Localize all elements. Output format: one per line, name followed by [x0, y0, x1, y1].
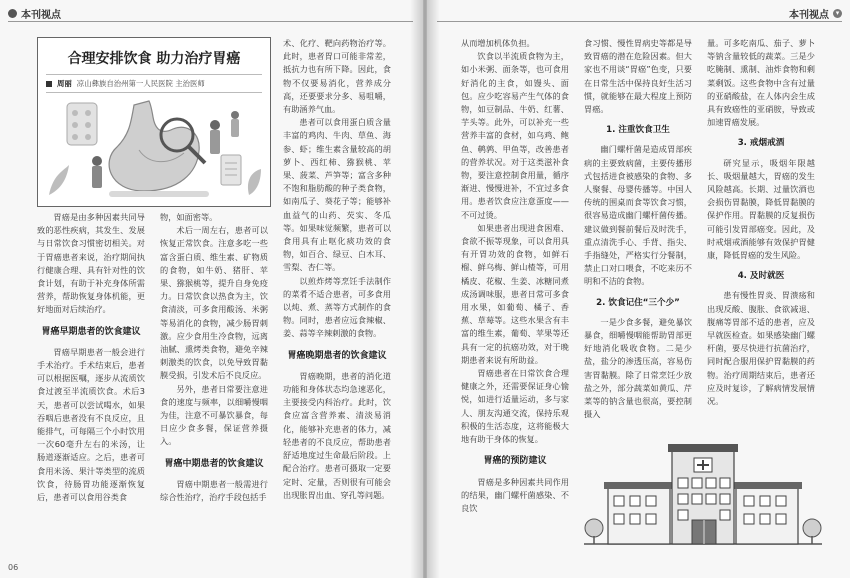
right-page-header [789, 6, 842, 21]
heading-prevention: 胃癌的预防建议 [483, 456, 547, 467]
prevention-paragraph: 胃癌是多种因素共同作用的结果，幽门螺杆菌感染、不良饮 [461, 476, 569, 513]
continued-paragraph: 物，如面密等。 [160, 212, 218, 222]
left-column-1 [37, 211, 145, 504]
header-rule [8, 21, 413, 22]
heading-three-less: 2. 饮食记住“三个少” [596, 297, 680, 308]
early-stage-paragraph: 胃癌早期患者一般会进行手术治疗。手术结束后，患者可以根据医嘱，逐步从流质饮食过渡至半流质饮食。术后3天，患者可以尝试喝水，如果吞咽后患者没有不良反应，且能排气，可每隔三个小时饮用一次60毫升左右的米汤，让肠道逐渐适应。之后，患者可食用米汤、果汁等类型的流质饮食，待肠胃功能逐渐恢复后，患者可以食用谷类食 [37, 346, 145, 503]
continued-paragraph-right: 从而增加机体负担。 [461, 38, 535, 48]
eating-speed-paragraph: 另外，患者日常要注意进食的速度与频率，以细嚼慢咽为佳，注意不可暴饮暴食，每日应少食多餐，保证营养摄入。 [160, 383, 268, 447]
right-column-2 [584, 37, 692, 421]
hospital-illustration [584, 440, 822, 548]
semi-liquid-paragraph: 饮食以半流质食物为主，如小米粥、面条等，也可食用好消化的主食，如馒头、面包。应少吃容易产生气体的食物，如豆制品、牛奶、红薯、芋头等。此外，可以补充一些营养丰富的食材，如乌鸡、鲍鱼、鹌鹑、甲鱼等，改善患者的营养状况。对于这类滋补食物，要注意控制食用量，循序渐进、慢慢进补，不宜过多食用。患者饮食应注意蛋度——不可过烫。 [461, 51, 569, 220]
left-page-header [8, 6, 61, 21]
protein-foods-paragraph: 患者可以食用蛋白质含量丰富的鸡肉、牛肉、草鱼、海参、虾；维生素含量较高的胡萝卜、西红柿、猕猴桃、苹果、菠菜、芦笋等；富含多种不饱和脂肪酸的种子类食物，如南瓜子、葵花子等；能够补血益气的山药、芡实、冬瓜等。如果味觉频繁，患者可以食用具有止呕化痰功效的食物，如百合、绿豆、白木耳、雪梨、杏仁等。 [283, 117, 391, 273]
right-page [427, 0, 850, 578]
heading-mid-stage: 胃癌中期患者的饮食建议 [164, 458, 264, 469]
treatment-paragraph: 术、化疗、靶向药物治疗等。此时，患者胃口可能非常差，抵抗力也有所下降。因此，食物不仅要易消化，营养成分高，还要要求分多、易咀嚼，有助涵养气血。 [283, 38, 391, 115]
heading-late-stage: 胃癌晚期患者的饮食建议 [287, 350, 387, 361]
heading-hygiene: 1. 注重饮食卫生 [606, 125, 670, 136]
intro-paragraph: 胃癌是由多种因素共同导致的恶性疾病，其发生、发展与日常饮食习惯密切相关。对于胃癌患者来说，治疗期间执行健康合理、具有针对性的饮食计划，有助于补充身体所需营养，帮助恢复身体机能，更好地面对后续治疗。 [37, 212, 145, 315]
left-column-2 [160, 211, 268, 504]
right-column-3 [707, 37, 815, 408]
low-sodium-paragraph: 量。可多吃南瓜、茄子、萝卜等钠含量较低的蔬菜。三是少吃腌制、熏制、油炸食物和剩菜剩饭。这些食物中含有过量的亚硝酸盐，在人体内会生成具有致癌性的亚硝胺，导致或加速胃癌发展。 [707, 38, 815, 128]
three-less-paragraph: 一是少食多餐，避免暴饮暴食，细嚼慢咽能帮助胃部更好地消化吸收食物。二是少盐，盐分的渗透压高，容易伤害胃黏膜。除了日常烹饪少放盐之外，部分蔬菜如黄瓜、芹菜等的钠含量也很高，要控制摄入 [584, 316, 692, 420]
author-name: 周丽 [57, 79, 72, 88]
left-page [0, 0, 423, 578]
stomach-illustration [39, 95, 269, 205]
article-title-box [37, 37, 271, 207]
author-affiliation: 凉山彝族自治州第一人民医院 主治医师 [76, 79, 205, 88]
section-label: 本刊视点 [21, 10, 61, 21]
heading-quit-smoking: 3. 戒烟戒酒 [737, 138, 785, 149]
page-number: 06 [8, 563, 19, 572]
appetite-paragraph: 如果患者出现进食困难、食欲不振等现象，可以食用具有开胃功效的食物，如鲜石榴、鲜乌梅、鲜山楂等，可用橘皮、花椒、生姜、冰糖同煮成汤调味服，患者日常可多食用水果，如葡萄、橘子、香蕉、草莓等。这些水果含有丰富的维生素，葡萄、苹果等还具有一定的抗癌功效，对于晚期患者来说有所助益。 [461, 222, 569, 365]
cooking-method-paragraph: 以煎炸烤等烹饪手法制作的菜肴不适合患者，可多食用以炖、煮、蒸等方式制作的食物。同时，患者应远食辣椒、姜、蒜等辛辣刺激的食物。 [283, 275, 391, 339]
post-surgery-paragraph: 术后一周左右，患者可以恢复正常饮食。注意多吃一些富含蛋白质、维生素、矿物质的食物，如牛奶、猪肝、苹果、猕猴桃等，提升自身免疫力。日常饮食以热食为主，饮食清淡，可多食用酸汤、米粥等易消化的食物，减少肠胃刺激。应少食用生冷食物，远离油腻、熏烤类食物，避免辛辣刺激类的饮食，以免导致胃黏膜受损，引发术后不良反应。 [160, 225, 268, 381]
author-line [46, 74, 262, 93]
mood-paragraph: 胃癌患者在日常饮食合理健康之外，还需要保证身心愉悦，如进行适量运动，多与家人、朋友沟通交流，保持乐观积极的生活态度，这将能极大地有助于身体的恢复。 [461, 368, 569, 445]
left-column-3 [283, 37, 391, 502]
late-stage-paragraph: 胃癌晚期，患者的消化道功能和身体状态均急速恶化，主要接受内科治疗。此时，饮食应富含营养素、清淡易消化，能够补充患者的体力，减轻患者的不良反应，帮助患者舒适地度过生命最后阶段。上配合治疗。患者可摄取一定要定时、定量，否则很有可能会出现胀胃出血、穿孔等问题。 [283, 370, 391, 500]
chevron-down-icon: ▾ [833, 9, 842, 18]
section-label-right: 本刊视点 [789, 10, 829, 21]
right-column-1 [461, 37, 569, 515]
mid-stage-paragraph: 胃癌中期患者一般需进行综合性治疗，治疗手段包括手 [160, 478, 268, 503]
quit-smoking-paragraph: 研究显示，吸烟年限越长、吸烟量越大，胃癌的发生风险越高。长期、过量饮酒也会损伤胃黏膜，降低胃黏膜的保护作用。胃黏膜的反复损伤可能引发胃部癌变。因此，及时戒烟戒酒能够有效保护胃健康，降低胃癌的发生风险。 [707, 157, 815, 261]
header-rule-right [437, 21, 842, 22]
bullet-icon [8, 9, 17, 18]
risk-factors-paragraph: 食习惯、慢性胃病史等都是导致胃癌的潜在危险因素。但大家也不用谈“胃癌”色变，只要在日常生活中保持良好生活习惯，就能够在最大程度上预防胃癌。 [584, 38, 692, 115]
heading-early-stage: 胃癌早期患者的饮食建议 [41, 326, 141, 337]
article-title: 合理安排饮食 助力治疗胃癌 [67, 51, 241, 67]
heading-see-doctor: 4. 及时就医 [737, 271, 785, 282]
see-doctor-paragraph: 患有慢性胃炎、胃溃疡和出现反酸、腹胀、食欲减退、腹痛等胃部不适的患者，应及早就医检查。如果感染幽门螺杆菌，要尽快进行抗菌治疗，同时配合服用保护胃黏膜的药物。治疗周期结束后，患者还应及时复诊，了解病情发展情况。 [707, 290, 815, 407]
square-bullet-icon [46, 81, 52, 87]
hygiene-paragraph: 幽门螺杆菌是造成胃部疾病的主要致病菌，主要传播形式包括进食被感染的食物、多人聚餐、母婴传播等。中国人传统的围桌而食等饮食习惯，很容易造成幽门螺杆菌传播。建议做到餐前餐后及时洗手，重点清洗手心、手背、指尖、手指缝处，严格实行分餐制，禁止口对口喂食，不吃来历不明和不洁的食物。 [584, 144, 692, 287]
